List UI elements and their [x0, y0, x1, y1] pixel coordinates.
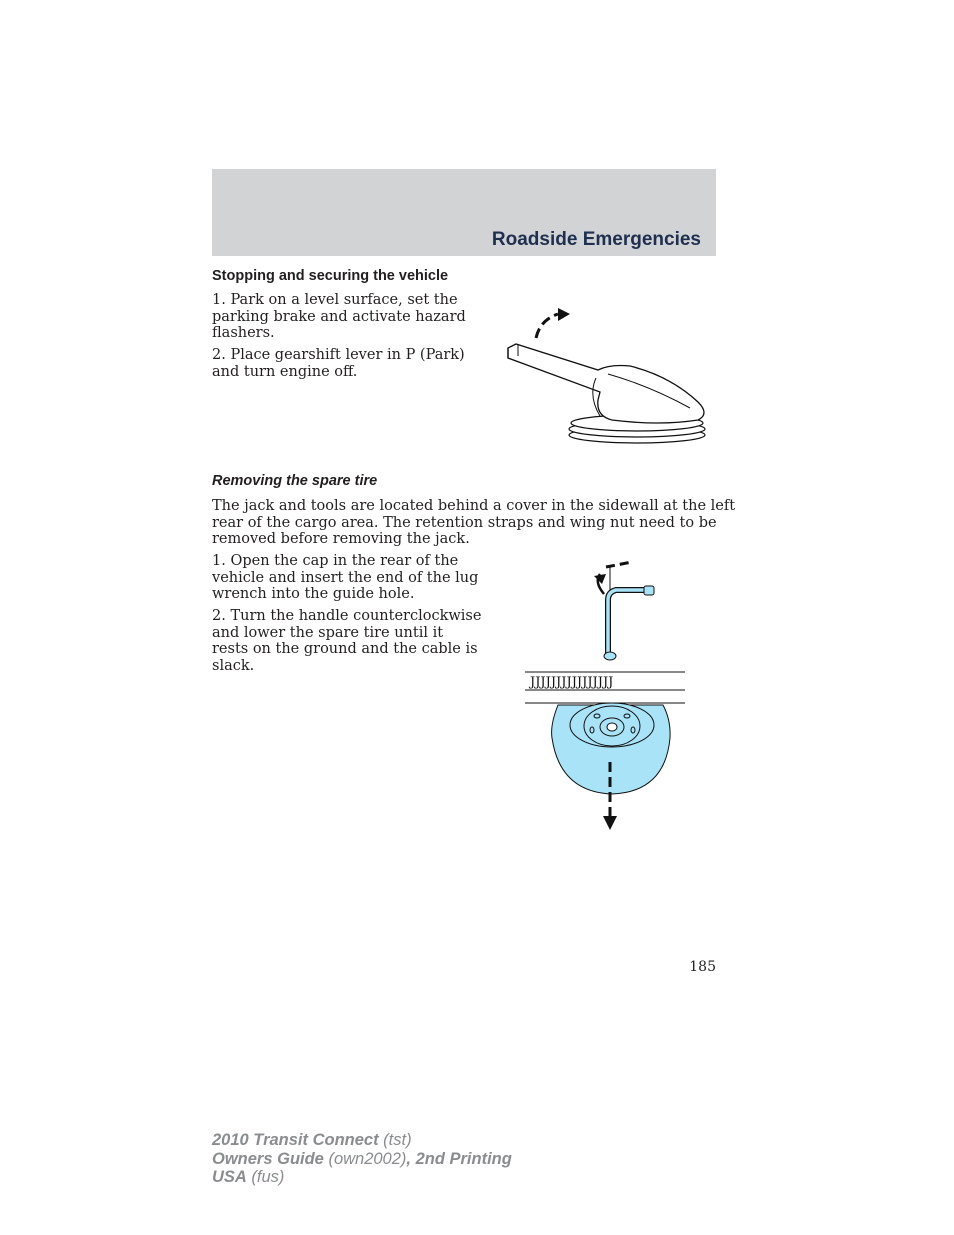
section-header-band: [212, 169, 716, 256]
market: USA: [212, 1168, 247, 1186]
text-line: flashers.: [212, 325, 275, 341]
text-line: The jack and tools are located behind a cover in the sidewall at the left: [212, 498, 736, 514]
heading-stopping: Stopping and securing the vehicle: [212, 268, 449, 284]
text-line: 1. Open the cap in the rear of the: [212, 553, 459, 569]
text-line: rear of the cargo area. The retention straps and wing nut need to be: [212, 514, 717, 531]
footer-line-1: [212, 1131, 512, 1150]
text-line: and lower the spare tire until it: [212, 624, 444, 641]
curved-arrow-icon: [536, 314, 558, 338]
footer: [212, 1131, 512, 1187]
guide-name: Owners Guide: [212, 1149, 324, 1168]
step2-gearshift: [212, 347, 465, 380]
down-arrow-icon: [603, 816, 617, 830]
text-line: vehicle and insert the end of the lug: [212, 569, 479, 586]
model-code: (tst): [378, 1131, 412, 1149]
text-line: slack.: [212, 657, 255, 674]
text-line: parking brake and activate hazard: [212, 308, 466, 325]
intro-paragraph: [212, 498, 735, 548]
spare-tire-illustration: [520, 560, 690, 835]
arrow-head-icon: [558, 308, 570, 321]
text-line: 2. Turn the handle counterclockwise: [212, 608, 482, 624]
guide-code: (own2002): [323, 1149, 407, 1168]
model-name: 2010 Transit Connect: [212, 1131, 379, 1149]
market-code: (fus): [246, 1168, 285, 1186]
footer-line-2: [212, 1150, 512, 1169]
text-line: 2. Place gearshift lever in P (Park): [212, 347, 465, 363]
text-line: rests on the ground and the cable is: [212, 641, 478, 657]
parking-brake-illustration: [500, 300, 715, 450]
footer-line-3: [212, 1168, 512, 1187]
page-number: 185: [689, 959, 716, 975]
step1-park: [212, 292, 466, 342]
ground-pattern: JJJJJJJJJJJJJJJJ: [530, 675, 614, 690]
text-line: and turn engine off.: [212, 363, 358, 380]
step2-turn-handle: [212, 608, 481, 674]
lug-wrench: [608, 590, 646, 655]
heading-spare-tire: Removing the spare tire: [212, 473, 378, 489]
lever-body: [508, 344, 704, 423]
text-line: 1. Park on a level surface, set the: [212, 292, 458, 308]
text-line: removed before removing the jack.: [212, 531, 470, 547]
section-title: Roadside Emergencies: [491, 229, 701, 250]
printing: , 2nd Printing: [406, 1149, 512, 1168]
step1-open-cap: [212, 553, 478, 603]
text-line: wrench into the guide hole.: [212, 586, 415, 602]
